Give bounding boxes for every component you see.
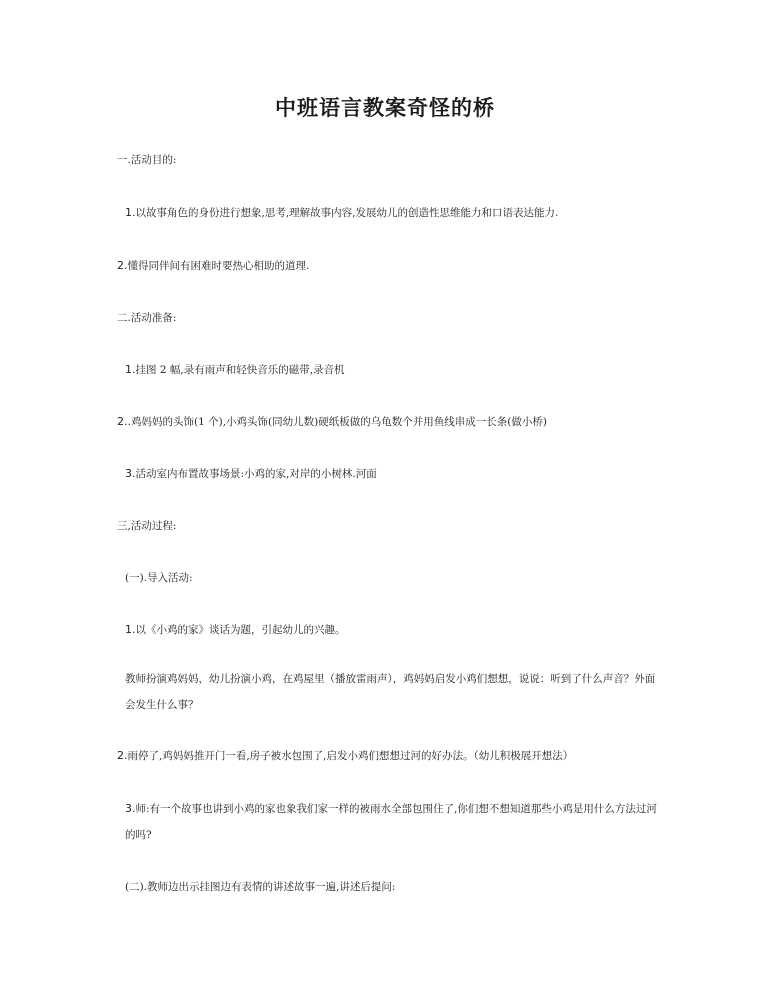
paragraph <box>117 253 657 279</box>
para-text: 以故事角色的身份进行想象,思考,理解故事内容,发展幼儿的创造性思维能力和口语表达能力. <box>135 207 559 219</box>
paragraph <box>117 617 665 643</box>
para-text: 挂图 2 幅,录有雨声和轻快音乐的磁带,录音机 <box>135 364 345 376</box>
para-text: 鸡妈妈的头饰(1 个),小鸡头饰(同幼儿数)硬纸板做的乌龟数个并用鱼线串成一长条(做小桥) <box>131 416 547 428</box>
subsection-heading <box>117 874 665 900</box>
para-number: 1. <box>125 363 136 376</box>
para-text: 二.活动准备: <box>117 312 177 324</box>
section-heading-1 <box>117 147 657 173</box>
paragraph <box>117 200 665 226</box>
section-heading-3 <box>117 513 657 539</box>
para-number: 1. <box>125 206 136 219</box>
para-number: 3. <box>125 802 136 815</box>
section-heading-2 <box>117 305 657 331</box>
para-number: 1. <box>125 623 136 636</box>
paragraph <box>117 461 665 487</box>
paragraph <box>117 666 665 718</box>
para-text: 活动室内布置故事场景:小鸡的家,对岸的小树林.河面 <box>135 468 377 480</box>
para-text: 雨停了,鸡妈妈推开门一看,房子被水包围了,启发小鸡们想想过河的好办法。（幼儿积极展开想法） <box>127 750 574 762</box>
para-number: 2.. <box>117 415 131 428</box>
paragraph <box>117 357 665 383</box>
para-number: 2. <box>117 259 128 272</box>
para-text: (一).导入活动: <box>125 572 193 584</box>
para-text: 以《小鸡的家》谈话为题，引起幼儿的兴趣。 <box>135 624 346 636</box>
para-text: (二).教师边出示挂图边有表情的讲述故事一遍,讲述后提问: <box>125 881 396 893</box>
para-text: 教师扮演鸡妈妈，幼儿扮演小鸡，在鸡屋里（播放雷雨声），鸡妈妈启发小鸡们想想，说说：听到了什么声音？外面会发生什么事？ <box>125 673 656 711</box>
para-text: 师:有一个故事也讲到小鸡的家也象我们家一样的被雨水全部包围住了,你们想不想知道那些小鸡是用什么方法过河的吗? <box>125 803 657 841</box>
paragraph <box>117 743 657 769</box>
para-text: 一.活动目的: <box>117 154 177 166</box>
para-text: 三,活动过程: <box>117 520 177 532</box>
paragraph <box>117 796 665 848</box>
paragraph <box>117 409 657 435</box>
para-number: 2. <box>117 749 128 762</box>
para-number: 3. <box>125 467 136 480</box>
page-title: 中班语言教案奇怪的桥 <box>275 95 495 120</box>
subsection-heading <box>117 565 665 591</box>
para-text: 懂得同伴间有困难时要热心相助的道理. <box>127 260 310 272</box>
